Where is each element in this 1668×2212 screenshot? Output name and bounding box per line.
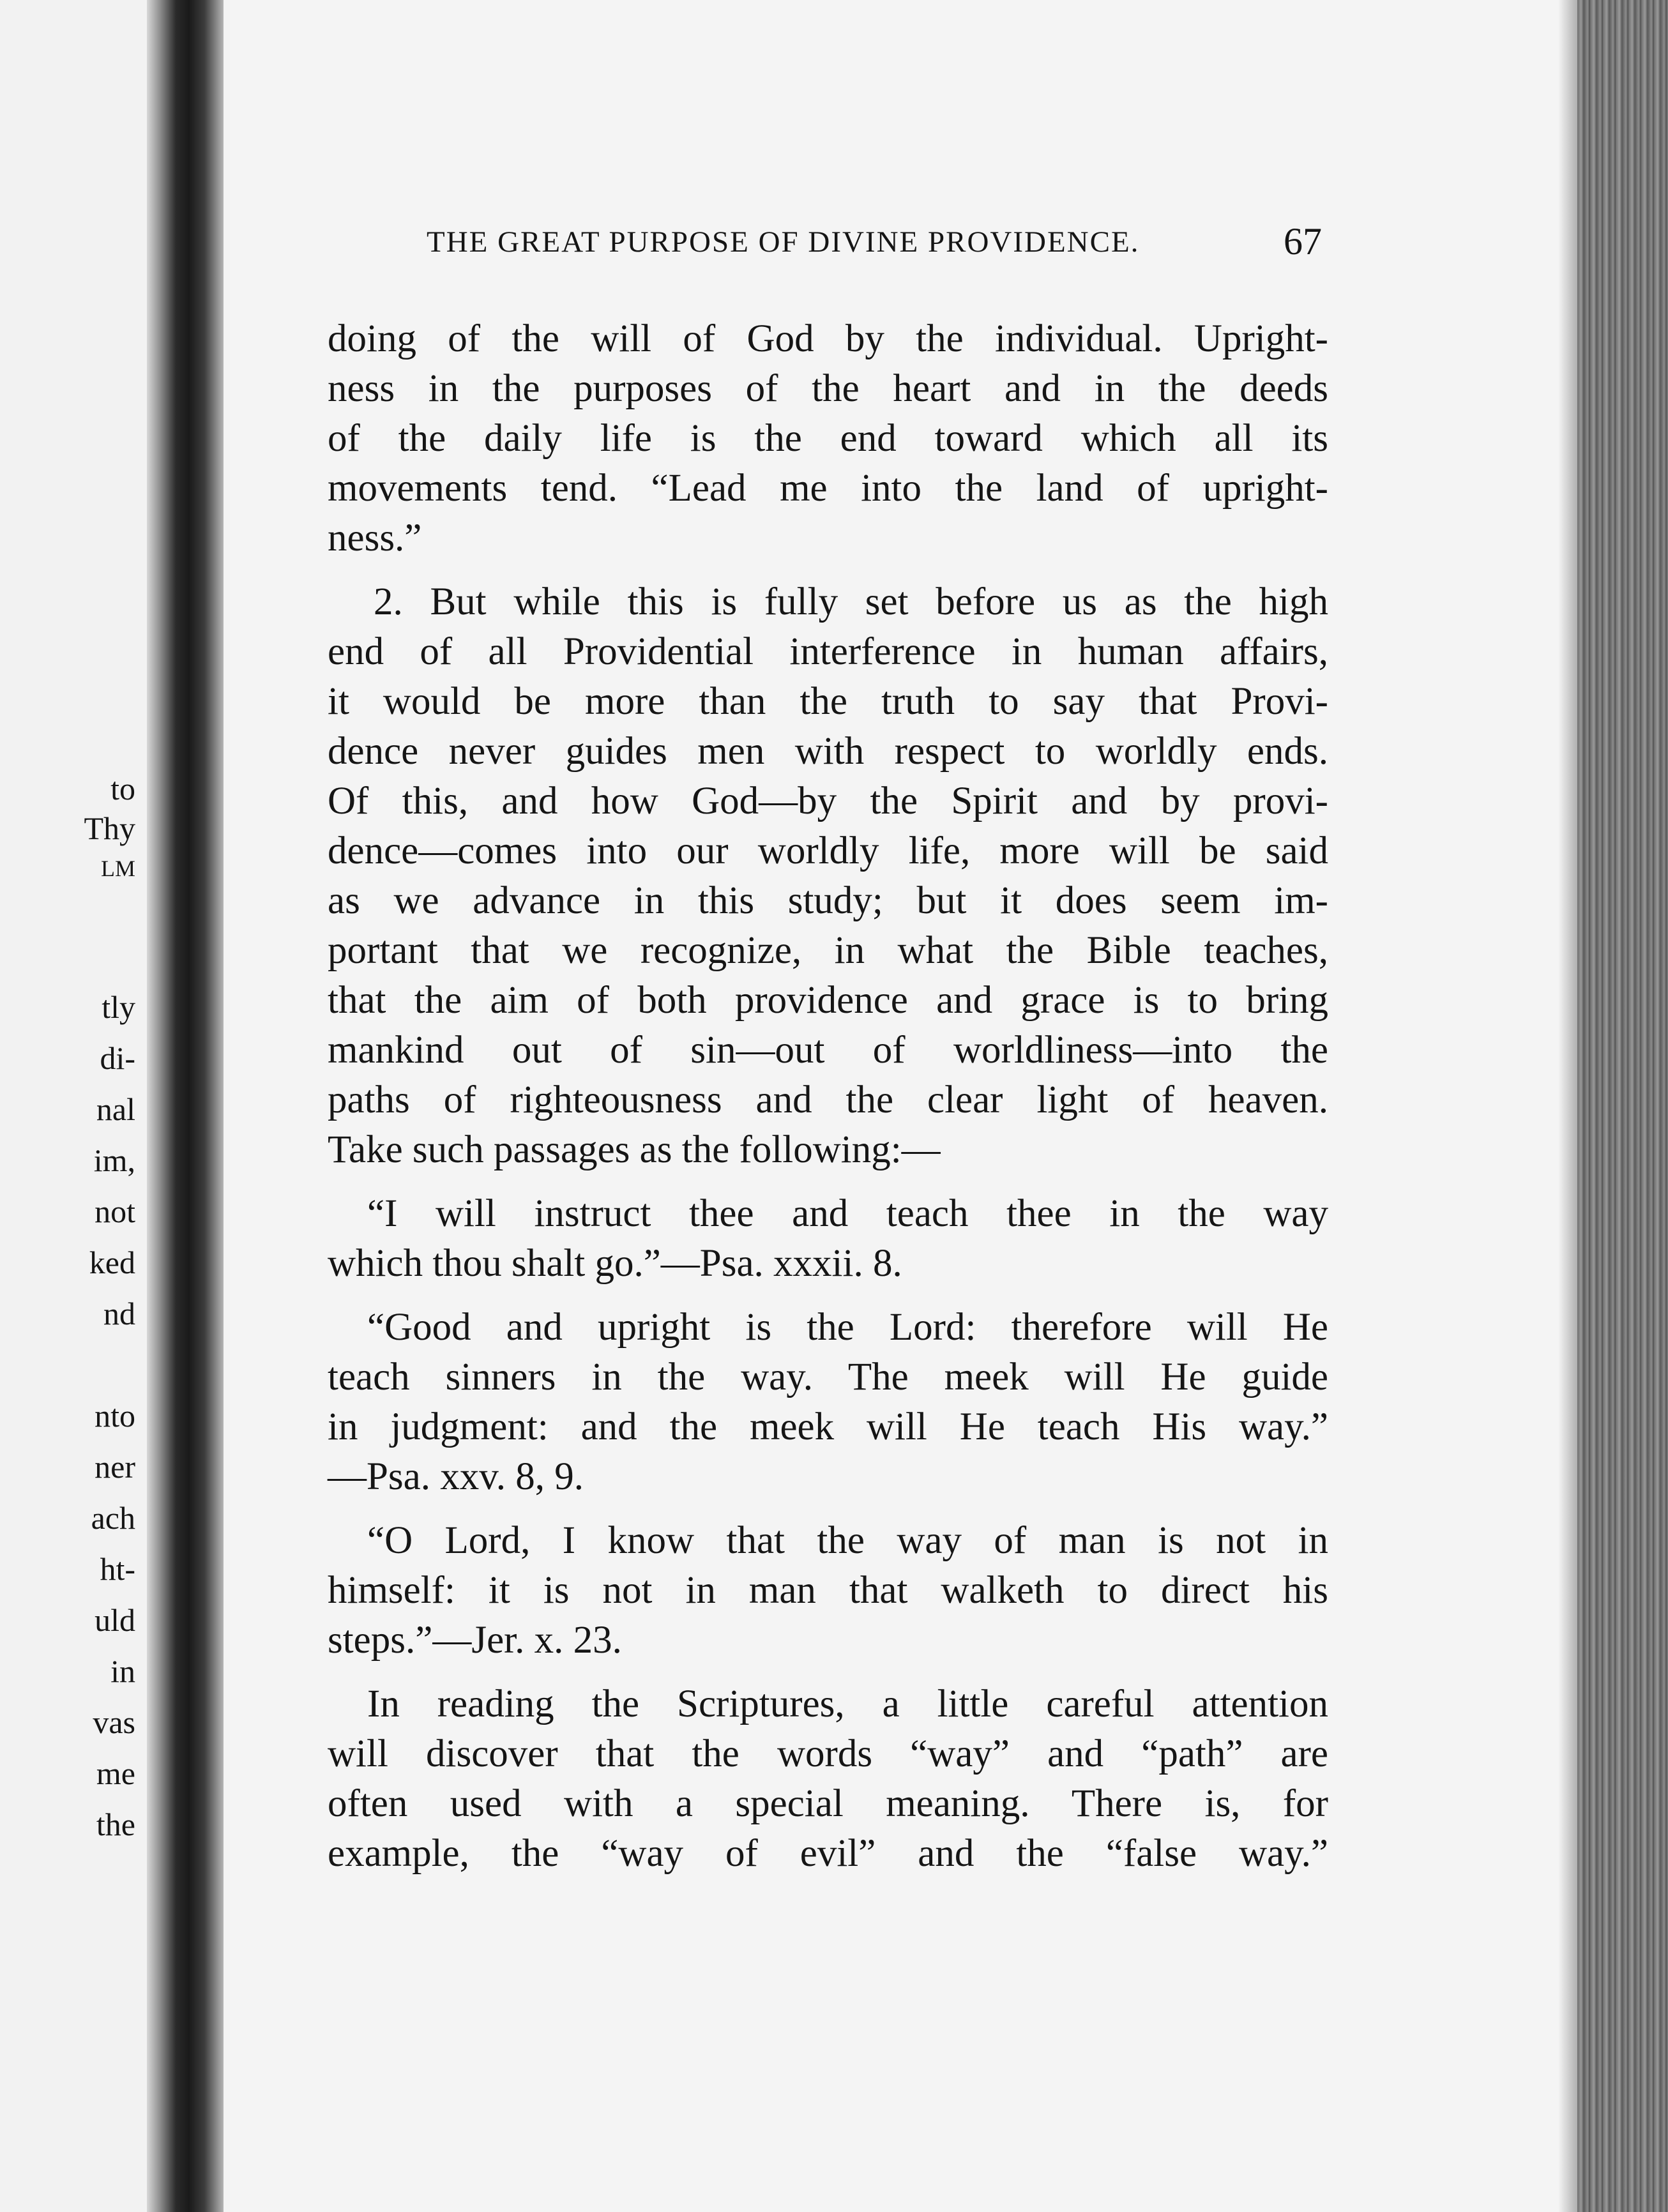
text-line: it would be more than the truth to say that Provi-	[328, 680, 1328, 723]
facing-page-text: LM	[101, 856, 135, 881]
facing-page-text: ked	[89, 1245, 135, 1280]
facing-page-text: ner	[95, 1449, 135, 1485]
facing-page-fragment	[0, 0, 147, 2212]
text-line: will discover that the words “way” and “path” are	[328, 1732, 1328, 1775]
text-line: steps.”—Jer. x. 23.	[328, 1619, 622, 1662]
text-line: 2. But while this is fully set before us as the high	[374, 580, 1328, 623]
facing-page-text: nto	[95, 1398, 135, 1434]
text-line: of the daily life is the end toward which all its	[328, 417, 1328, 460]
text-line: which thou shalt go.”—Psa. xxxii. 8.	[328, 1242, 902, 1285]
text-line: portant that we recognize, in what the Bible teaches,	[328, 929, 1328, 972]
facing-page-text: to	[110, 771, 135, 807]
facing-page-text: ach	[91, 1500, 135, 1536]
text-line: “I will instruct thee and teach thee in the way	[367, 1192, 1328, 1235]
facing-page-text: Thy	[84, 810, 135, 846]
text-line: teach sinners in the way. The meek will He guide	[328, 1356, 1328, 1398]
facing-page-text: in	[110, 1653, 135, 1689]
facing-page-text: not	[95, 1193, 135, 1229]
text-line: dence—comes into our worldly life, more will be said	[328, 830, 1328, 872]
page-number: 67	[1284, 220, 1322, 262]
facing-page-text: me	[96, 1755, 135, 1791]
facing-page-text: vas	[93, 1704, 135, 1740]
running-header: THE GREAT PURPOSE OF DIVINE PROVIDENCE.	[427, 225, 1140, 259]
page-edge-shadow	[1558, 0, 1577, 2212]
facing-page-text: di-	[100, 1040, 135, 1076]
text-line: mankind out of sin—out of worldliness—into the	[328, 1029, 1328, 1072]
text-line: “Good and upright is the Lord: therefore will He	[367, 1306, 1328, 1349]
page-edges	[1577, 0, 1668, 2212]
text-line: in judgment: and the meek will He teach His way.”	[328, 1405, 1328, 1448]
text-line: often used with a special meaning. There is, for	[328, 1782, 1328, 1825]
facing-page-text: tly	[102, 989, 135, 1025]
text-line: that the aim of both providence and grace is to bring	[328, 979, 1328, 1022]
text-line: example, the “way of evil” and the “false way.”	[328, 1832, 1328, 1875]
facing-page-text: im,	[93, 1142, 135, 1178]
text-line: Take such passages as the following:—	[328, 1128, 941, 1171]
text-line: end of all Providential interference in human affairs,	[328, 630, 1328, 673]
text-line: himself: it is not in man that walketh to direct his	[328, 1569, 1328, 1612]
facing-page-text: ht-	[100, 1551, 135, 1587]
facing-page-text: nd	[103, 1296, 135, 1331]
text-line: doing of the will of God by the individual. Upright-	[328, 317, 1328, 360]
facing-page-text: the	[96, 1807, 135, 1842]
text-line: as we advance in this study; but it does seem im-	[328, 879, 1328, 922]
text-line: Of this, and how God—by the Spirit and by provi-	[328, 780, 1328, 822]
text-line: In reading the Scriptures, a little careful attention	[367, 1683, 1328, 1725]
book-gutter	[147, 0, 224, 2212]
text-line: ness in the purposes of the heart and in the deeds	[328, 367, 1328, 410]
text-line: ness.”	[328, 517, 422, 559]
text-line: dence never guides men with respect to worldly ends.	[328, 730, 1328, 773]
text-line: paths of righteousness and the clear light of heaven.	[328, 1079, 1328, 1121]
text-line: movements tend. “Lead me into the land of upright-	[328, 467, 1328, 510]
text-line: —Psa. xxv. 8, 9.	[328, 1455, 584, 1498]
facing-page-text: uld	[95, 1602, 135, 1638]
facing-page-text: nal	[96, 1091, 135, 1127]
text-line: “O Lord, I know that the way of man is not in	[367, 1519, 1328, 1562]
